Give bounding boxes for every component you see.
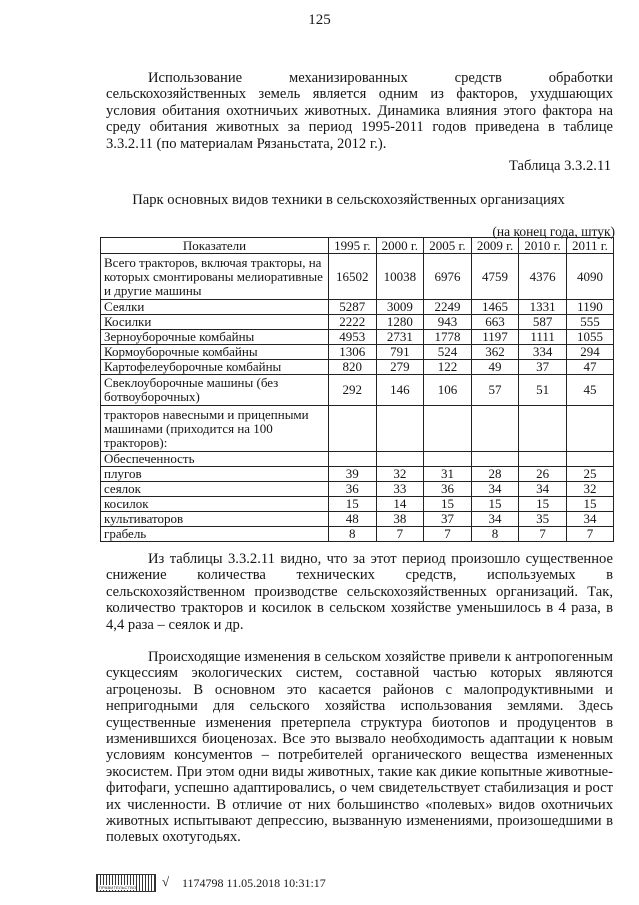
- table-row-label: культиваторов: [101, 512, 329, 527]
- table-cell: [424, 452, 472, 467]
- table-cell: [376, 406, 424, 452]
- table-cell: 49: [471, 360, 519, 375]
- table-row: [101, 527, 614, 542]
- table-cell: 2222: [329, 315, 377, 330]
- table-header-cell: 2010 г.: [519, 238, 567, 254]
- barcode-stamp: [96, 874, 156, 892]
- table-number: Таблица 3.3.2.11: [508, 158, 611, 174]
- table-row: [101, 315, 614, 330]
- table-cell: 34: [566, 512, 613, 527]
- table-cell: 32: [376, 467, 424, 482]
- table-row: [101, 452, 614, 467]
- page-number: 125: [308, 12, 331, 28]
- table-row: [101, 330, 614, 345]
- table-row-label: Обеспеченность: [101, 452, 329, 467]
- table-cell: 294: [566, 345, 613, 360]
- table-cell: 26: [519, 467, 567, 482]
- table-row-label: Картофелеуборочные комбайны: [101, 360, 329, 375]
- table-cell: 36: [424, 482, 472, 497]
- analysis-paragraph: Из таблицы 3.3.2.11 видно, что за этот период произошло существенное снижение количества технических средств, используемых в сельскохозяйственном производстве сельскохозяйственных организаций. Так, количество тракторов и косилок в сельском хозяйстве уменьшилось в 4 раза, в 4,4 раза – сеялок и др.: [106, 551, 613, 633]
- table-cell: [519, 406, 567, 452]
- table-cell: 2731: [376, 330, 424, 345]
- table-cell: 4376: [519, 254, 567, 300]
- table-cell: 7: [424, 527, 472, 542]
- table-cell: 10038: [376, 254, 424, 300]
- table-cell: 32: [566, 482, 613, 497]
- table-row-label: сеялок: [101, 482, 329, 497]
- table-row-label: Сеялки: [101, 300, 329, 315]
- table-cell: 33: [376, 482, 424, 497]
- table-row: [101, 300, 614, 315]
- stamp-label: ПРАВИТЕЛЬСТВО: [99, 885, 137, 890]
- table-cell: 106: [424, 375, 472, 406]
- table-cell: 8: [329, 527, 377, 542]
- table-row: [101, 467, 614, 482]
- table-cell: [471, 406, 519, 452]
- table-header-cell: 2000 г.: [376, 238, 424, 254]
- table-cell: 38: [376, 512, 424, 527]
- table-cell: 4090: [566, 254, 613, 300]
- table-row-label: плугов: [101, 467, 329, 482]
- table-cell: 36: [329, 482, 377, 497]
- table-row: [101, 406, 614, 452]
- table-cell: 1778: [424, 330, 472, 345]
- table-cell: 39: [329, 467, 377, 482]
- table-cell: 15: [519, 497, 567, 512]
- table-cell: 47: [566, 360, 613, 375]
- table-cell: 15: [424, 497, 472, 512]
- table-cell: 31: [424, 467, 472, 482]
- table-cell: 587: [519, 315, 567, 330]
- table-cell: 122: [424, 360, 472, 375]
- table-row-label: Свеклоуборочные машины (без ботвоуборочных): [101, 375, 329, 406]
- table-row-label: грабель: [101, 527, 329, 542]
- table-cell: 37: [424, 512, 472, 527]
- table-header-cell: Показатели: [101, 238, 329, 254]
- table-header-row: [101, 238, 614, 254]
- table-cell: 14: [376, 497, 424, 512]
- table-cell: 57: [471, 375, 519, 406]
- table-cell: [329, 406, 377, 452]
- table-cell: 1111: [519, 330, 567, 345]
- table-row-label: Всего тракторов, включая тракторы, на которых смонтированы мелиоративные и другие машины: [101, 254, 329, 300]
- table-cell: [566, 452, 613, 467]
- table-cell: 1190: [566, 300, 613, 315]
- table-row-label: тракторов навесными и прицепными машинами (приходится на 100 тракторов):: [101, 406, 329, 452]
- table-cell: 15: [329, 497, 377, 512]
- table-cell: 1465: [471, 300, 519, 315]
- table-cell: 555: [566, 315, 613, 330]
- table-unit-note: (на конец года, штук): [492, 224, 615, 239]
- table-cell: [471, 452, 519, 467]
- table-row: [101, 375, 614, 406]
- table-cell: 791: [376, 345, 424, 360]
- table-header-cell: 2009 г.: [471, 238, 519, 254]
- table-row: [101, 497, 614, 512]
- table-cell: [566, 406, 613, 452]
- table-cell: 7: [566, 527, 613, 542]
- table-cell: 146: [376, 375, 424, 406]
- table-row-label: Косилки: [101, 315, 329, 330]
- table-cell: 37: [519, 360, 567, 375]
- table-cell: 28: [471, 467, 519, 482]
- table-cell: [424, 406, 472, 452]
- table-cell: 524: [424, 345, 472, 360]
- table-row-label: Зерноуборочные комбайны: [101, 330, 329, 345]
- table-header-cell: 2005 г.: [424, 238, 472, 254]
- table-cell: 6976: [424, 254, 472, 300]
- table-cell: 7: [376, 527, 424, 542]
- table-cell: [376, 452, 424, 467]
- table-cell: 4953: [329, 330, 377, 345]
- table-cell: 25: [566, 467, 613, 482]
- table-cell: 7: [519, 527, 567, 542]
- table-cell: 51: [519, 375, 567, 406]
- table-cell: 35: [519, 512, 567, 527]
- table-cell: 362: [471, 345, 519, 360]
- table-cell: 1306: [329, 345, 377, 360]
- table-cell: 8: [471, 527, 519, 542]
- table-cell: 5287: [329, 300, 377, 315]
- table-cell: 292: [329, 375, 377, 406]
- table-cell: 4759: [471, 254, 519, 300]
- table-cell: 1197: [471, 330, 519, 345]
- table-cell: 2249: [424, 300, 472, 315]
- table-row: [101, 360, 614, 375]
- table-row-label: косилок: [101, 497, 329, 512]
- table-cell: 15: [471, 497, 519, 512]
- table-cell: 16502: [329, 254, 377, 300]
- table-cell: 1331: [519, 300, 567, 315]
- table-header-cell: 2011 г.: [566, 238, 613, 254]
- ecology-paragraph: Происходящие изменения в сельском хозяйстве привели к антропогенным сукцессиям экологических систем, составной частью которых являются агроценозы. В основном это касается районов с малопродуктивными и непригодными для сельского хозяйства использования землями. Здесь существенные изменения претерпела структура биотопов и продуцентов в изменившихся биоценозах. Все это вызвало необходимость адаптации к новым условиям консументов – потребителей органического вещества измененных экосистем. При этом одни виды животных, такие как дикие копытные животные-фитофаги, успешно адаптировались, о чем свидетельствует стабилизация и рост их численности. В отличие от них большинство «полевых» видов охотничьих животных испытывают депрессию, вызванную изменениями, произошедшими в полевых охотугодьях.: [106, 649, 613, 846]
- table-row: [101, 512, 614, 527]
- machinery-table: [100, 237, 614, 542]
- table-row: [101, 254, 614, 300]
- table-row: [101, 345, 614, 360]
- table-cell: 48: [329, 512, 377, 527]
- document-reference: 1174798 11.05.2018 10:31:17: [182, 876, 326, 890]
- table-cell: 334: [519, 345, 567, 360]
- table-cell: [519, 452, 567, 467]
- table-row-label: Кормоуборочные комбайны: [101, 345, 329, 360]
- table-cell: [329, 452, 377, 467]
- table-cell: 34: [471, 482, 519, 497]
- table-cell: 820: [329, 360, 377, 375]
- table-header-cell: 1995 г.: [329, 238, 377, 254]
- document-footer: [96, 874, 456, 894]
- table-cell: 279: [376, 360, 424, 375]
- table-row: [101, 482, 614, 497]
- table-cell: 3009: [376, 300, 424, 315]
- table-title: Парк основных видов техники в сельскохозяйственных организациях: [132, 192, 565, 208]
- table-cell: 663: [471, 315, 519, 330]
- table-cell: 34: [471, 512, 519, 527]
- signature-mark: √: [162, 874, 170, 889]
- table-cell: 34: [519, 482, 567, 497]
- table-cell: 1280: [376, 315, 424, 330]
- table-cell: 943: [424, 315, 472, 330]
- table-cell: 45: [566, 375, 613, 406]
- intro-paragraph: Использование механизированных средств обработки сельскохозяйственных земель является одним из факторов, ухудшающих условия обитания охотничьих животных. Динамика влияния этого фактора на среду обитания животных за период 1995-2011 годов приведена в таблице 3.3.2.11 (по материалам Рязаньстата, 2012 г.).: [106, 70, 613, 152]
- table-cell: 1055: [566, 330, 613, 345]
- table-cell: 15: [566, 497, 613, 512]
